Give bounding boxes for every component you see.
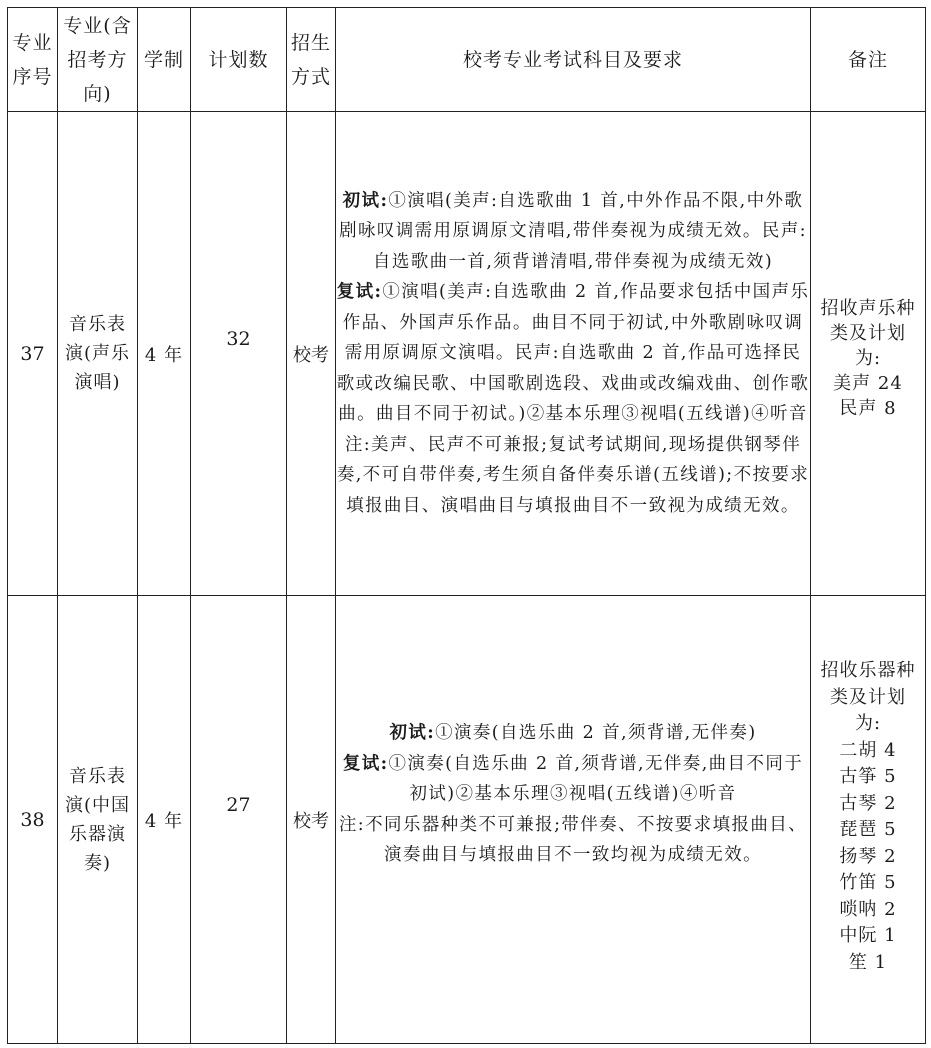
requirement-retest: 复试:①演唱(美声:自选歌曲 2 首,作品要求包括中国声乐作品、外国声乐作品。曲目不同于初试,中外歌剧咏叹调需用原调原文演唱。民声:自选歌曲 2 首,作品可选择民歌或改编民歌、中国歌剧选段、戏曲或改编戏曲、创作歌曲。曲目不同于初试。)②基本乐理③视唱(五线谱)④听音 xyxy=(336,282,810,425)
requirement-retest: 复试:①演奏(自选乐曲 2 首,须背谱,无伴奏,曲目不同于初试)②基本乐理③视唱(五线谱)④听音 xyxy=(342,753,804,805)
header-row xyxy=(8,8,926,112)
requirement-preliminary: 初试:①演奏(自选乐曲 2 首,须背谱,无伴奏) xyxy=(389,723,757,744)
cell-seq: 37 xyxy=(8,112,58,596)
header-major: 专业(含 招考方 向) xyxy=(58,8,138,112)
cell-mode: 校考 xyxy=(287,596,336,1044)
requirement-preliminary: 初试:①演唱(美声:自选歌曲 1 首,中外作品不限,中外歌剧咏叹调需用原调原文清唱,带伴奏视为成绩无效。民声:自选歌曲一首,须背谱清唱,带伴奏视为成绩无效) xyxy=(339,190,807,272)
requirement-note: 注:不同乐器种类不可兼报;带伴奏、不按要求填报曲目、演奏曲目与填报曲目不一致均视为成绩无效。 xyxy=(338,814,808,866)
header-mode: 招生 方式 xyxy=(287,8,336,112)
cell-major: 音乐表 演(声乐 演唱) xyxy=(58,112,138,596)
header-notes: 备注 xyxy=(811,8,926,112)
cell-notes: 招收乐器种 类及计划 为: 二胡 4 古筝 5 古琴 2 琵琶 5 扬琴 2 竹笛 5 唢呐 2 中阮 1 笙 1 xyxy=(811,596,926,1044)
cell-years: 4 年 xyxy=(138,596,191,1044)
cell-major: 音乐表 演(中国 乐器演 奏) xyxy=(58,596,138,1044)
header-years: 学制 xyxy=(138,8,191,112)
cell-notes: 招收声乐种 类及计划 为: 美声 24 民声 8 xyxy=(811,112,926,596)
cell-requirements xyxy=(336,596,811,1044)
cell-plan: 32 xyxy=(191,112,287,596)
table-row xyxy=(8,596,926,1044)
cell-seq: 38 xyxy=(8,596,58,1044)
cell-years: 4 年 xyxy=(138,112,191,596)
requirement-note: 注:美声、民声不可兼报;复试考试期间,现场提供钢琴伴奏,不可自带伴奏,考生须自备伴奏乐谱(五线谱);不按要求填报曲目、演唱曲目与填报曲目不一致视为成绩无效。 xyxy=(336,434,810,516)
cell-requirements xyxy=(336,112,811,596)
header-requirements: 校考专业考试科目及要求 xyxy=(336,8,811,112)
header-plan: 计划数 xyxy=(191,8,287,112)
table-row xyxy=(8,112,926,596)
admissions-table xyxy=(7,7,926,1044)
header-seq: 专业 序号 xyxy=(8,8,58,112)
cell-plan: 27 xyxy=(191,596,287,1044)
cell-mode: 校考 xyxy=(287,112,336,596)
